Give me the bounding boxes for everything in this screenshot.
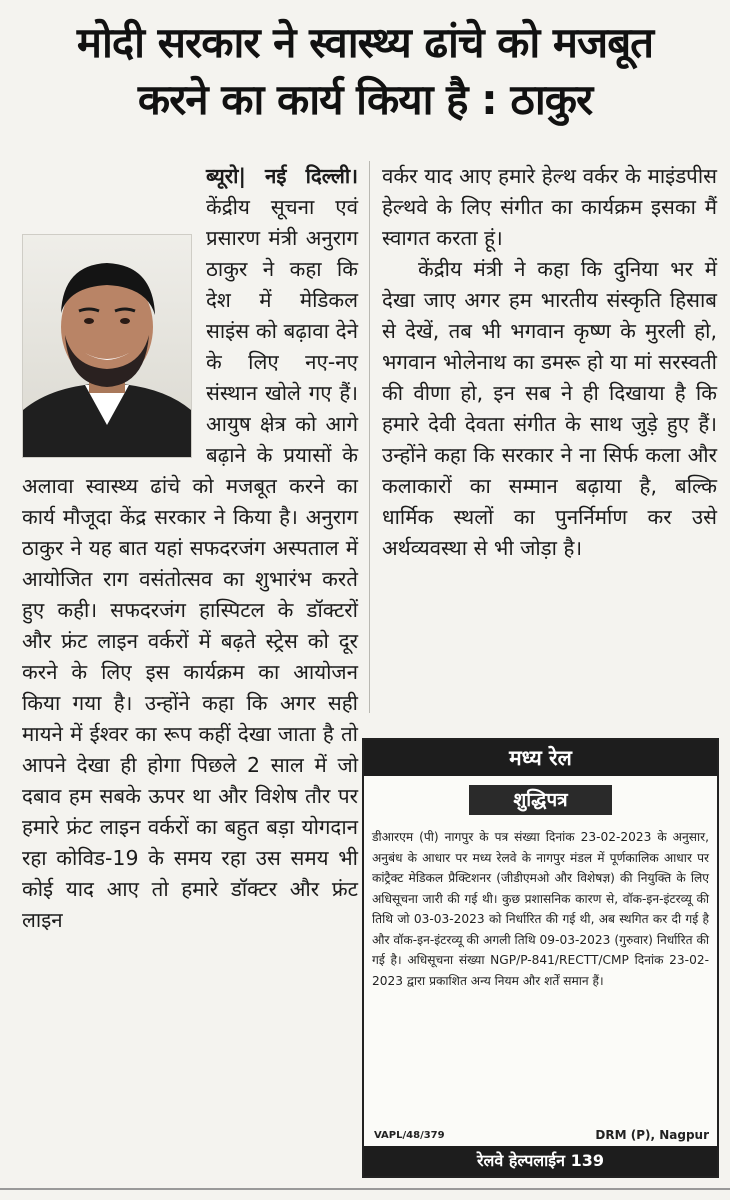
notice-org: मध्य रेल	[364, 740, 717, 776]
right-paragraph-2: केंद्रीय मंत्री ने कहा कि दुनिया भर में देखा जाए अगर हम भारतीय संस्कृति हिसाब से देखें, तब भी भगवान कृष्ण के मुरली हो, भगवान भोलेनाथ का डमरू हो या मां सरस्वती की वीणा हो, इन सब ने ही दिखाया है कि हमारे देवी देवता संगीत के साथ जुड़े हुए हैं। उन्होंने कहा कि सरकार ने ना सिर्फ कला और कलाकारों का सम्मान बढ़ाया है, बल्कि धार्मिक स्थलों का पुनर्निर्माण कर उसे अर्थव्यवस्था से भी जोड़ा है।	[382, 257, 717, 560]
minister-photo	[22, 234, 192, 458]
headline-line-2: करने का कार्य किया है : ठाकुर	[137, 75, 593, 124]
article-right-column	[382, 161, 717, 564]
railway-notice	[362, 738, 719, 1178]
notice-body: डीआरएम (पी) नागपुर के पत्र संख्या दिनांक 23-02-2023 के अनुसार, अनुबंध के आधार पर मध्य रेलवे के नागपुर मंडल में पूर्णकालिक आधार पर कांट्रैक्ट मेडिकल प्रैक्टिशनर (जीडीएमओ और विशेषज्ञ) की नियुक्ति के लिए अधिसूचना जारी की गई थी। कुछ प्रशासनिक कारण से, वॉक-इन-इंटरव्यू की तिथि जो 03-03-2023 को निर्धारित की गई थी, अब स्थगित कर दी गई है और वॉक-इन-इंटरव्यू की अगली तिथि 09-03-2023 (गुरुवार) निर्धारित की गई है। अधिसूचना संख्या NGP/P-841/RECTT/CMP दिनांक 23-02-2023 द्वारा प्रकाशित अन्य नियम और शर्तें समान हैं।	[372, 830, 709, 988]
notice-helpline: रेलवे हेल्पलाईन 139	[364, 1146, 717, 1176]
notice-signatory: DRM (P), Nagpur	[595, 1128, 709, 1142]
right-paragraph-1: वर्कर याद आए हमारे हेल्थ वर्कर के माइंडपीस हेल्थवे के लिए संगीत का कार्यक्रम इसका मैं स्वागत करता हूं।	[382, 164, 717, 250]
headline	[10, 14, 720, 128]
article-left-column	[22, 161, 358, 936]
notice-code: VAPL/48/379	[374, 1130, 445, 1141]
column-divider	[369, 161, 370, 713]
notice-footer	[372, 1128, 709, 1144]
bottom-rule	[0, 1188, 730, 1190]
notice-title-wrap	[364, 785, 717, 815]
portrait-illustration	[23, 235, 191, 457]
dateline: ब्यूरो| नई दिल्ली।	[206, 164, 358, 188]
headline-line-1: मोदी सरकार ने स्वास्थ्य ढांचे को मजबूत	[76, 18, 654, 67]
left-paragraph-text: केंद्रीय सूचना एवं प्रसारण मंत्री अनुराग ठाकुर ने कहा कि देश में मेडिकल साइंस को बढ़ावा देने के लिए नए-नए संस्थान खोले गए हैं। आयुष क्षेत्र को आगे बढ़ाने के प्रयासों के अलावा स्वास्थ्य ढांचे को मजबूत करने का कार्य मौजूदा केंद्र सरकार ने किया है। अनुराग ठाकुर ने यह बात यहां सफदरजंग अस्पताल में आयोजित राग वसंतोत्सव का शुभारंभ करते हुए कही। सफदरजंग हास्पिटल के डॉक्टरों और फ्रंट लाइन वर्करों में बढ़ते स्ट्रेस को दूर करने के लिए इस कार्यक्रम का आयोजन किया गया है। उन्होंने कहा कि अगर सही मायने में ईश्वर का रूप कहीं देखा जाता है तो आपने देखा ही होगा पिछले 2 साल में जो दबाव हम सबके ऊपर था और विशेष तौर पर हमारे फ्रंट लाइन वर्करों का बहुत बड़ा योगदान रहा कोविड-19 के समय रहा उस समय भी कोई याद आए तो हमारे डॉक्टर और फ्रंट लाइन	[22, 195, 358, 932]
notice-title: शुद्धिपत्र	[469, 785, 611, 815]
